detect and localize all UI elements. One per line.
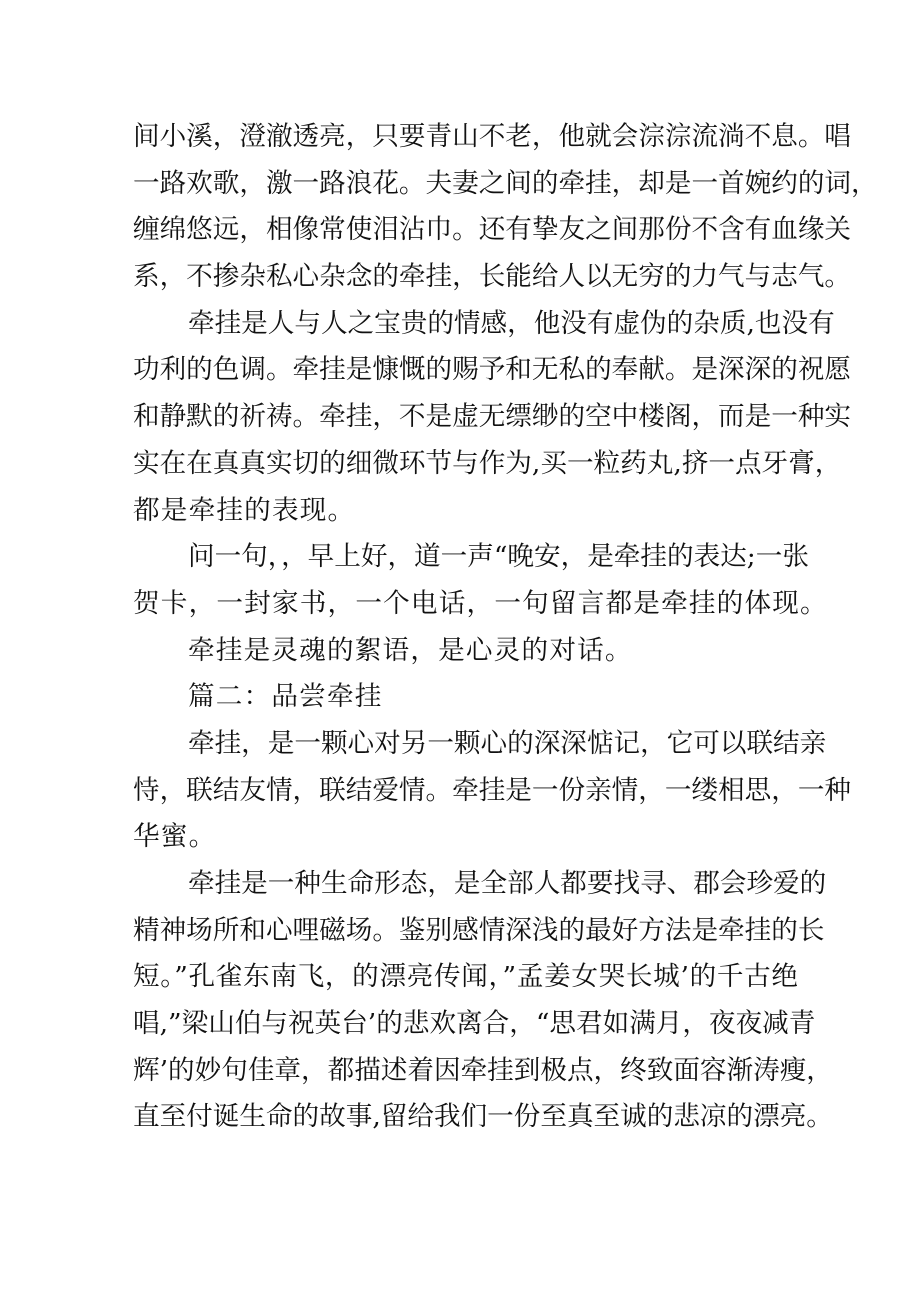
- section-heading: 篇二：品尝牵挂: [188, 681, 383, 713]
- text-line: 唱,”梁山伯与祝英台’的悲欢离合，“思君如满月，夜夜减青: [133, 1008, 816, 1040]
- text-line: 贺卡，一封家书，一个电话，一句留言都是牵挂的体现。: [133, 587, 828, 619]
- text-line: 间小溪，澄澈透亮，只要青山不老，他就会淙淙流淌不息。唱: [133, 121, 852, 152]
- text-line: 功利的色调。牵挂是慷慨的赐予和无私的奉献。是深深的祝愿: [133, 354, 852, 386]
- body-text: [133, 114, 878, 1141]
- text-line: 系，不掺杂私心杂念的牵挂，长能给人以无穷的力气与志气。: [133, 261, 852, 293]
- text-line: 一路欢歌，激一路浪花。夫妻之间的牵挂，却是一首婉约的词，: [133, 167, 878, 199]
- text-line: 牵挂是一种生命形态，是全部人都要找寻、郡会珍爱的: [188, 868, 827, 899]
- text-line: 牵挂是人与人之宝贵的情感，他没有虚伪的杂质,也没有: [188, 307, 835, 339]
- text-line: 华蜜。: [133, 821, 217, 853]
- text-line: 都是牵挂的表现。: [133, 494, 356, 526]
- text-line: 直至付诞生命的故事,留给我们一份至真至诚的悲凉的漂亮。: [133, 1101, 833, 1133]
- text-line: 缠绵悠远，相像常使泪沾巾。还有挚友之间那份不含有血缘关: [133, 214, 852, 246]
- text-line: 牵挂，是一颗心对另一颗心的深深惦记，它可以联结亲: [188, 727, 827, 759]
- text-line: 精神场所和心哩磁场。鉴别感情深浅的最好方法是牵挂的长: [133, 914, 825, 946]
- text-line: 实在在真真实切的细微环节与作为,买一粒药丸,挤一点牙膏，: [133, 447, 842, 479]
- text-line: 辉’的妙句佳章，都描述着因牵挂到极点，终致面容渐涛瘦，: [133, 1054, 833, 1086]
- text-line: 问一句，，早上好，道一声“晚安，是牵挂的表达;一张: [188, 541, 809, 573]
- text-line: 恃，联结友情，联结爱情。牵挂是一份亲情，一缕相思，一种: [133, 774, 852, 806]
- text-line: 和静默的祈祷。牵挂，不是虚无缥缈的空中楼阁，而是一种实: [133, 401, 852, 433]
- text-line: 短。”孔雀东南飞，的漂亮传闻，”孟姜女哭长城’的千古绝: [133, 961, 798, 993]
- text-line: 牵挂是灵魂的絮语，是心灵的对话。: [188, 634, 633, 666]
